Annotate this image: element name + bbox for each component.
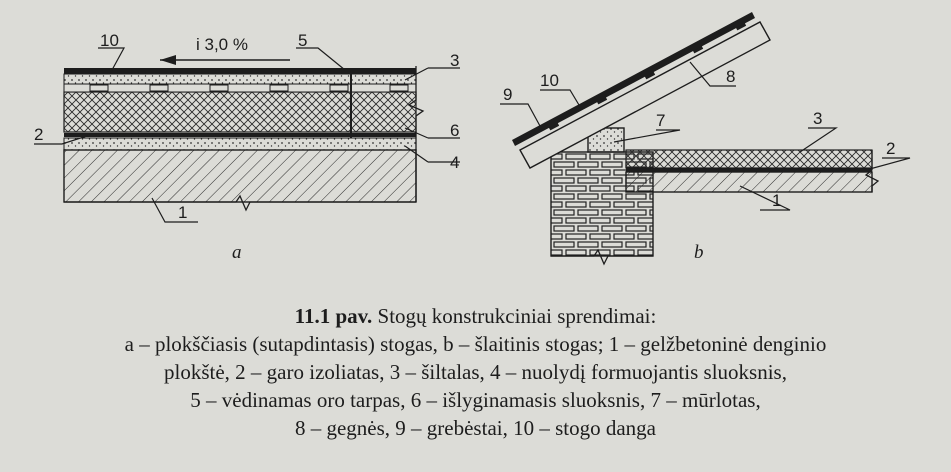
slope-label: i 3,0 % [196,35,248,54]
caption-title: Stogų konstrukciniai sprendimai: [372,304,657,328]
callout-a-6: 6 [450,121,460,140]
vapour-barrier-layer [64,133,416,137]
slope-arrow-head [160,55,176,65]
insulation-layer [64,92,416,132]
callout-b-3: 3 [813,109,823,128]
callout-a-5: 5 [298,31,308,50]
callout-a-10: 10 [100,31,119,50]
panel-b-pitched-roof [500,12,910,264]
panel-a-sublabel: a [232,242,242,263]
insulation-b-layer [626,150,872,168]
caption-line-2: plokštė, 2 – garo izoliatas, 3 – šiltalas, 4 – nuolydį formuojantis sluoksnis, [164,360,787,384]
figure-number: 11.1 pav. [294,304,373,328]
slab-layer [64,150,416,202]
callout-a-4: 4 [450,153,460,172]
callout-b-9: 9 [503,85,513,104]
callout-b-7: 7 [656,111,666,130]
slab-b-layer [626,172,872,192]
panel-b-sublabel: b [694,242,704,263]
levelling-layer [64,74,416,84]
caption-line-4: 8 – gegnės, 9 – grebėstai, 10 – stogo danga [294,416,656,440]
caption-line-1: a – plokščiasis (sutapdintasis) stogas, b – šlaitinis stogas; 1 – gelžbetoninė denginio [124,332,827,356]
figure-caption [0,302,951,442]
callout-b-10: 10 [540,71,559,90]
callout-b-1: 1 [772,191,782,210]
callout-b-8: 8 [726,67,736,86]
air-gap-layer [64,84,416,92]
callout-a-3: 3 [450,51,460,70]
vapour-barrier-b-layer [626,168,872,172]
panel-a-flat-roof [34,31,460,263]
slope-forming-layer [64,138,416,150]
roofing-layer [64,68,416,74]
callout-b-2: 2 [886,139,896,158]
callout-a-2: 2 [34,125,44,144]
rafter [520,22,770,168]
caption-line-3: 5 – vėdinamas oro tarpas, 6 – išlyginamasis sluoksnis, 7 – mūrlotas, [190,388,761,412]
caption-title-line [0,302,951,330]
callout-a-1: 1 [178,203,188,222]
